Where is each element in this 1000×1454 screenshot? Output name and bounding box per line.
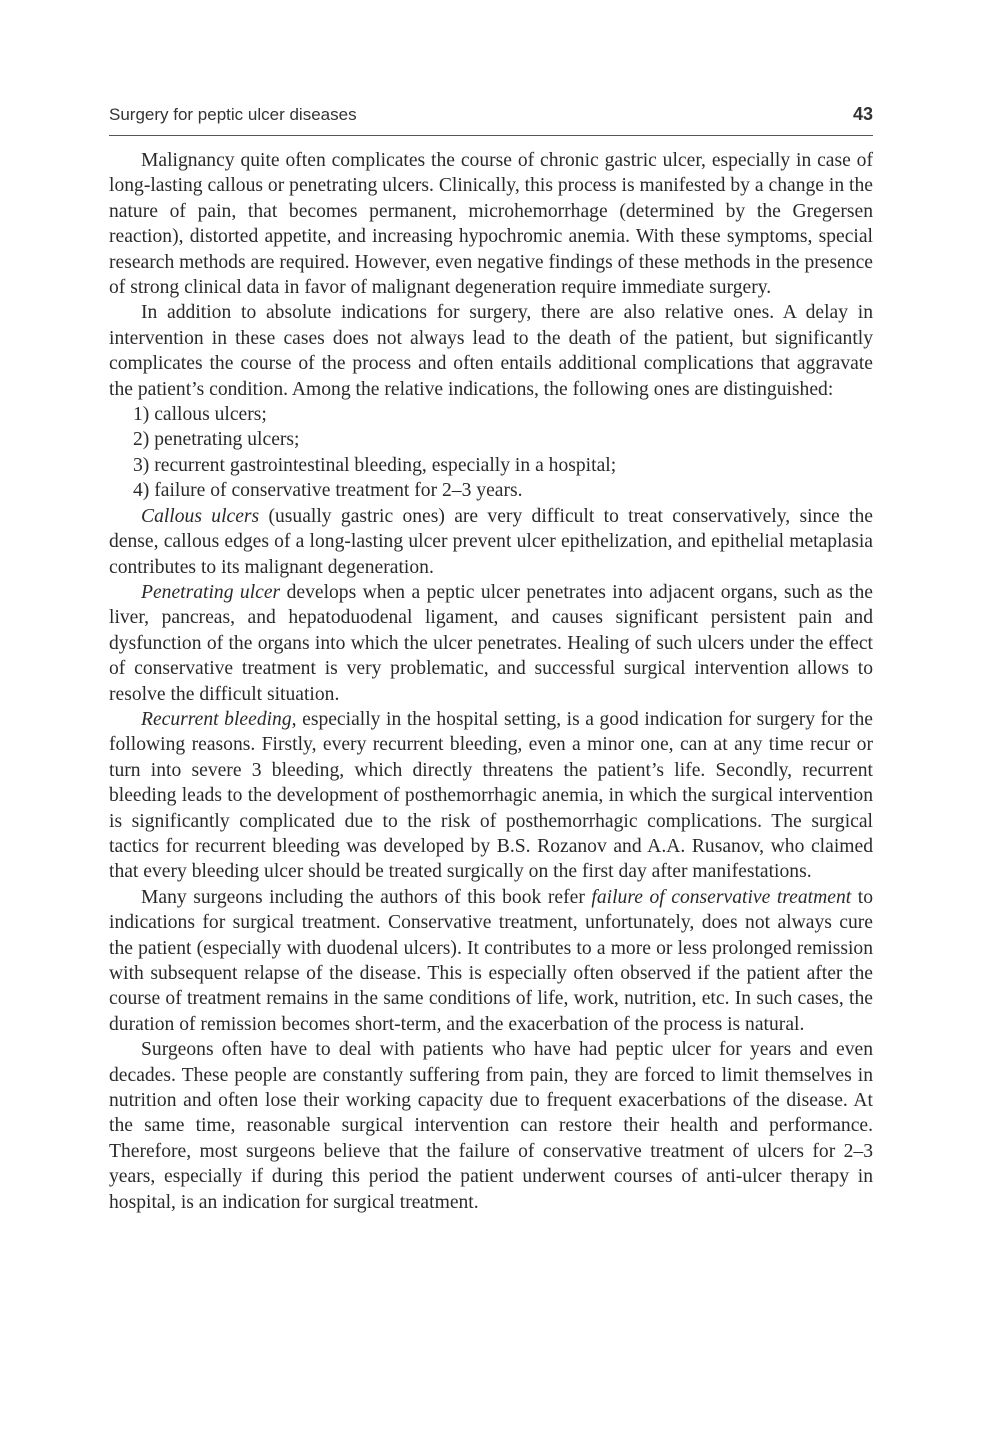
body-text	[109, 148, 873, 1215]
running-header	[109, 104, 873, 136]
list-item: 3) recurrent gastrointestinal bleeding, especially in a hospital;	[133, 454, 617, 476]
paragraph-lead: Many surgeons including the authors of this book refer	[141, 886, 592, 908]
book-page	[109, 104, 873, 1215]
term-callous-ulcers: Callous ulcers	[141, 505, 260, 527]
list-item: 1) callous ulcers;	[133, 404, 267, 426]
term-recurrent-bleeding: Recurrent bleeding	[141, 708, 292, 730]
list-item: 4) failure of conservative treatment for 2–3 years.	[133, 480, 523, 502]
relative-indications-list	[109, 402, 873, 504]
term-penetrating-ulcer: Penetrating ulcer	[141, 581, 281, 603]
paragraph-malignancy: Malignancy quite often complicates the course of chronic gastric ulcer, especially in case of long-lasting callous or penetrating ulcers. Clinically, this process is manifested by a change in the nature of pain, that becomes permanent, microhemorrhage (determined by the Gregersen reaction), distorted appetite, and increasing hypochromic anemia. With these symptoms, special research methods are required. However, even negative findings of these methods in the presence of strong clinical data in favor of malignant degeneration require immediate surgery.	[109, 150, 873, 299]
paragraph-text: (usually gastric ones) are very difficult to treat conservatively, since the dense, callous edges of a long-lasting ulcer prevent ulcer epithelization, and epithelial metaplasia contributes to its malignant degeneration.	[109, 505, 873, 578]
paragraph-failure-conservative	[109, 885, 873, 1037]
page-number: 43	[852, 104, 873, 124]
list-item: 2) penetrating ulcers;	[133, 429, 300, 451]
paragraph-relative-indications: In addition to absolute indications for surgery, there are also relative ones. A delay in intervention in these cases does not always lead to the death of the patient, but significantly complicates the course of the process and often entails additional complications that aggravate the patient’s condition. Among the relative indications, the following ones are distinguished:	[109, 302, 873, 400]
paragraph-callous-ulcers	[109, 504, 873, 580]
paragraph-text: develops when a peptic ulcer penetrates into adjacent organs, such as the liver, pancreas, and hepatoduodenal ligament, and causes significant persistent pain and dysfunction of the organs into which the ulcer penetrates. Healing of such ulcers under the effect of conservative treatment is very problematic, and successful surgical intervention allows to resolve the difficult situation.	[109, 581, 873, 705]
running-title: Surgery for peptic ulcer diseases	[109, 105, 357, 124]
term-failure-conservative-treatment: failure of conservative treatment	[591, 886, 852, 908]
paragraph-long-term-patients: Surgeons often have to deal with patients who have had peptic ulcer for years and even decades. These people are constantly suffering from pain, they are forced to limit themselves in nutrition and often lose their working capacity due to frequent exacerbations of the disease. At the same time, reasonable surgical intervention can restore their health and performance. Therefore, most surgeons believe that the failure of conservative treatment of ulcers for 2–3 years, especially if during this period the patient underwent courses of anti-ulcer therapy in hospital, is an indication for surgical treatment.	[109, 1039, 873, 1213]
paragraph-text: , especially in the hospital setting, is a good indication for surgery for the following reasons. Firstly, every recurrent bleeding, even a minor one, can at any time recur or turn into severe 3 bleeding, which directly threatens the patient’s life. Secondly, recurrent bleeding leads to the development of posthemorrhagic anemia, in which the surgical intervention is significantly complicated due to the risk of posthemorrhagic complications. The surgical tactics for recurrent bleeding was developed by B.S. Rozanov and A.A. Rusanov, who claimed that every bleeding ulcer should be treated surgically on the first day after manifestations.	[109, 708, 873, 883]
paragraph-recurrent-bleeding	[109, 707, 873, 885]
paragraph-text: to indications for surgical treatment. Conservative treatment, unfortunately, does not always cure the patient (especially with duodenal ulcers). It contributes to a more or less prolonged remission with subsequent relapse of the disease. This is especially often observed if the patient after the course of treatment remains in the same conditions of life, work, nutrition, etc. In such cases, the duration of remission becomes short-term, and the exacerbation of the process is natural.	[109, 886, 873, 1035]
paragraph-penetrating-ulcer	[109, 580, 873, 707]
